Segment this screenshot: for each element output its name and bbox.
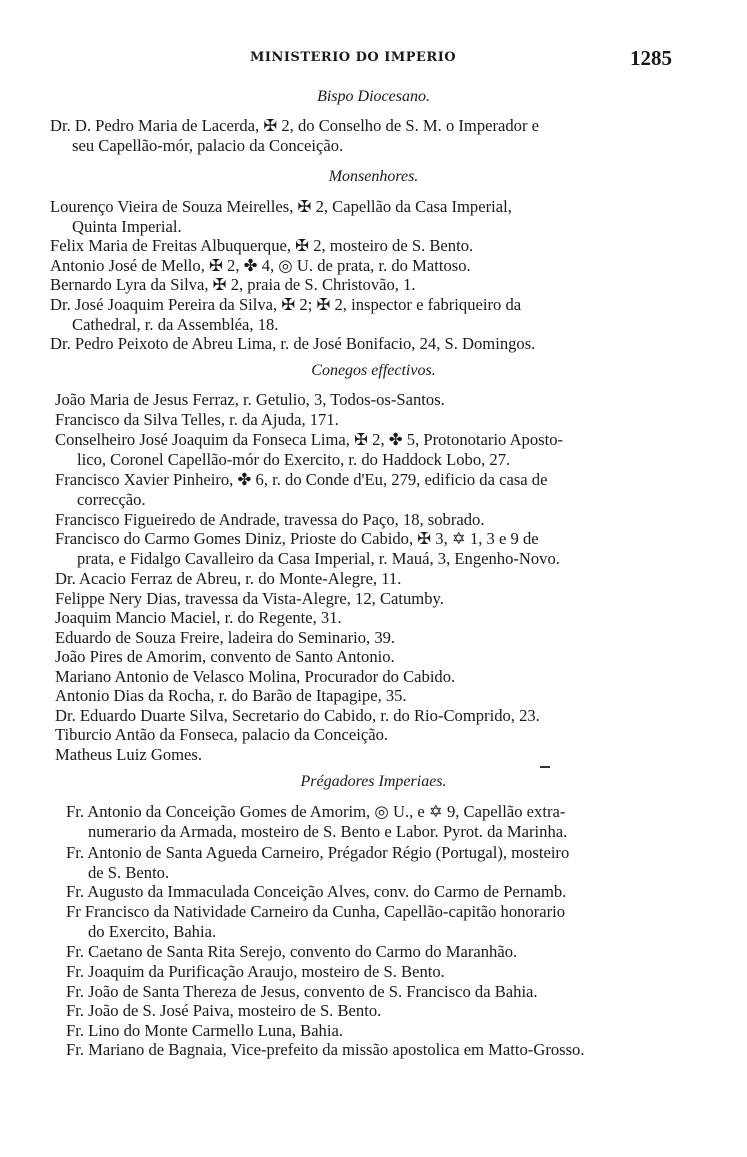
entry-conego-8: Felippe Nery Dias, travessa da Vista-Alegre, 12, Catumby. (55, 589, 444, 608)
entry-monsenhor-2: Felix Maria de Freitas Albuquerque, ✠ 2, mosteiro de S. Bento. (50, 236, 474, 255)
entry-conego-16: Matheus Luiz Gomes. (55, 745, 203, 764)
entry-pregador-4 (66, 902, 706, 942)
entry-pregador-9: Fr. Lino do Monte Carmello Luna, Bahia. (66, 1021, 343, 1040)
entry-conego-15: Tiburcio Antão da Fonseca, palacio da Conceição. (55, 725, 389, 744)
entry-pregador-1 (66, 802, 706, 842)
entry-continuation: Quinta Imperial. (72, 217, 182, 236)
entry-conego-13: Antonio Dias da Rocha, r. do Barão de Itapagipe, 35. (55, 686, 407, 705)
entry-monsenhor-5 (50, 295, 690, 335)
entry-continuation: prata, e Fidalgo Cavalleiro da Casa Imperial, r. Mauá, 3, Engenho-Novo. (77, 549, 560, 568)
entry-line: Dr. José Joaquim Pereira da Silva, ✠ 2; ✠ 2, inspector e fabriqueiro da (50, 295, 522, 314)
entry-line: Francisco Xavier Pinheiro, ✤ 6, r. do Conde d'Eu, 279, edificio da casa de (55, 470, 548, 489)
entry-pregador-6: Fr. Joaquim da Purificação Araujo, mosteiro de S. Bento. (66, 962, 445, 981)
entry-monsenhor-1 (50, 197, 690, 237)
entry-conego-7: Dr. Acacio Ferraz de Abreu, r. do Monte-Alegre, 11. (55, 569, 402, 588)
section-heading-conegos: Conegos effectivos. (311, 362, 436, 379)
entry-conego-11: João Pires de Amorim, convento de Santo Antonio. (55, 647, 395, 666)
entry-continuation: correcção. (77, 490, 146, 509)
entry-bispo-1 (50, 116, 690, 156)
entry-monsenhor-3: Antonio José de Mello, ✠ 2, ✤ 4, ◎ U. de prata, r. do Mattoso. (50, 256, 471, 275)
entry-line: Francisco do Carmo Gomes Diniz, Prioste do Cabido, ✠ 3, ✡ 1, 3 e 9 de (55, 529, 539, 548)
running-title: MINISTERIO DO IMPERIO (250, 50, 457, 65)
entry-monsenhor-6: Dr. Pedro Peixoto de Abreu Lima, r. de José Bonifacio, 24, S. Domingos. (50, 334, 536, 353)
entry-line: Fr. Antonio da Conceição Gomes de Amorim, ◎ U., e ✡ 9, Capellão extra- (66, 802, 566, 821)
entry-pregador-8: Fr. João de S. José Paiva, mosteiro de S. Bento. (66, 1001, 382, 1020)
entry-conego-5: Francisco Figueiredo de Andrade, travessa do Paço, 18, sobrado. (55, 510, 485, 529)
entry-pregador-5: Fr. Caetano de Santa Rita Serejo, convento do Carmo do Maranhão. (66, 942, 518, 961)
page-number: 1285 (630, 46, 672, 70)
entry-line: Fr Francisco da Natividade Carneiro da Cunha, Capellão-capitão honorario (66, 902, 566, 921)
entry-line: Dr. D. Pedro Maria de Lacerda, ✠ 2, do Conselho de S. M. o Imperador e (50, 116, 540, 135)
entry-line: Lourenço Vieira de Souza Meirelles, ✠ 2, Capellão da Casa Imperial, (50, 197, 512, 216)
entry-conego-3 (55, 430, 695, 470)
entry-conego-10: Eduardo de Souza Freire, ladeira do Seminario, 39. (55, 628, 396, 647)
entry-continuation: de S. Bento. (88, 863, 170, 882)
entry-pregador-3: Fr. Augusto da Immaculada Conceição Alves, conv. do Carmo de Pernamb. (66, 882, 567, 901)
entry-pregador-7: Fr. João de Santa Thereza de Jesus, convento de S. Francisco da Bahia. (66, 982, 538, 1001)
entry-continuation: numerario da Armada, mosteiro de S. Bento e Labor. Pyrot. da Marinha. (88, 822, 568, 841)
entry-continuation: seu Capellão-mór, palacio da Conceição. (72, 136, 344, 155)
entry-conego-4 (55, 470, 695, 510)
entry-conego-1: João Maria de Jesus Ferraz, r. Getulio, 3, Todos-os-Santos. (55, 390, 445, 409)
entry-continuation: do Exercito, Bahia. (88, 922, 217, 941)
entry-continuation: lico, Coronel Capellão-mór do Exercito, r. do Haddock Lobo, 27. (77, 450, 511, 469)
entry-pregador-10: Fr. Mariano de Bagnaia, Vice-prefeito da missão apostolica em Matto-Grosso. (66, 1040, 585, 1059)
entry-pregador-2 (66, 843, 706, 883)
section-heading-pregadores: Prégadores Imperiaes. (300, 773, 447, 790)
entry-continuation: Cathedral, r. da Assembléa, 18. (72, 315, 279, 334)
entry-line: Fr. Antonio de Santa Agueda Carneiro, Prégador Régio (Portugal), mosteiro (66, 843, 570, 862)
ink-mark (540, 766, 550, 768)
section-heading-bispo: Bispo Diocesano. (317, 88, 430, 105)
entry-conego-9: Joaquim Mancio Maciel, r. do Regente, 31. (55, 608, 342, 627)
entry-conego-14: Dr. Eduardo Duarte Silva, Secretario do Cabido, r. do Rio-Comprido, 23. (55, 706, 540, 725)
entry-conego-6 (55, 529, 695, 569)
entry-monsenhor-4: Bernardo Lyra da Silva, ✠ 2, praia de S. Christovão, 1. (50, 275, 416, 294)
section-heading-monsenhores: Monsenhores. (328, 168, 419, 185)
entry-line: Conselheiro José Joaquim da Fonseca Lima, ✠ 2, ✤ 5, Protonotario Aposto- (55, 430, 564, 449)
entry-conego-2: Francisco da Silva Telles, r. da Ajuda, 171. (55, 410, 339, 429)
entry-conego-12: Mariano Antonio de Velasco Molina, Procurador do Cabido. (55, 667, 456, 686)
